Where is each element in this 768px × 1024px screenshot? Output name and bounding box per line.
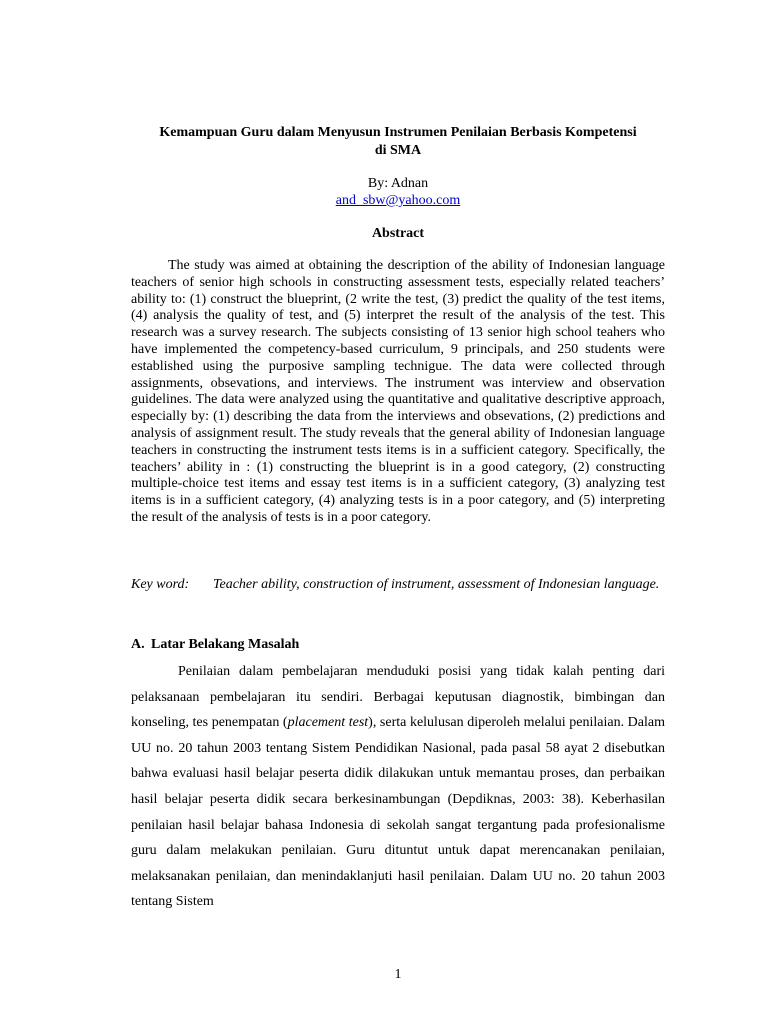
section-heading	[131, 636, 665, 653]
paragraph-text-end: ), serta kelulusan diperoleh melalui penilaian. Dalam UU no. 20 tahun 2003 tentang Sistem Pendidikan Nasional, pada pasal 58 ayat 2 disebutkan bahwa evaluasi hasil belajar peserta didik dilakukan untuk memantau proses, dan perbaikan hasil belajar peserta didik secara berkesinambungan (Depdiknas, 2003: 38). Keberhasilan penilaian hasil belajar bahasa Indonesia di sekolah sangat tergantung pada profesionalisme guru dalam melakukan penilaian. Guru dituntut untuk dapat merencanakan penilaian, melaksanakan penilaian, dan menindaklanjuti hasil penilaian. Dalam UU no. 20 tahun 2003 tentang Sistem	[131, 715, 665, 910]
paragraph-italic-term: placement test	[287, 715, 369, 731]
paragraph-text-start: Penilaian dalam pembelajaran menduduki posisi yang tidak kalah penting dari pelaksanaan pembelajaran itu sendiri. Berbagai keputusan diagnostik, bimbingan dan konseling, tes penempatan (	[131, 664, 665, 731]
paper-title-line-1: Kemampuan Guru dalam Menyusun Instrumen Penilaian Berbasis Kompetensi	[159, 125, 637, 140]
section-title: Latar Belakang Masalah	[151, 637, 300, 652]
author-byline: By: Adnan	[367, 176, 429, 191]
abstract-text: The study was aimed at obtaining the description of the ability of Indonesian language teachers of senior high schools in constructing assessment tests, especially related teachers’ ability to: (1) construct the blueprint, (2 write the test, (3) predict the quality of the test items, (4) analysis the quality of test, and (5) interpret the result of the analysis of the test. This research was a survey research. The subjects consisting of 13 senior high school teahers who have implemented the competency-based curriculum, 9 principals, and 250 students were established using the purposive sampling technigue. The data were collected through assignments, obsevations, and interviews. The instrument was interview and observation guidelines. The data were analyzed using the quantitative and qualitative descriptive approach, especially by: (1) describing the data from the interviews and obsevations, (2) predictions and analysis of assignment result. The study reveals that the general ability of Indonesian language teachers in constructing the instrument tests items is in a sufficient category. Specifically, the teachers’ ability in : (1) constructing the blueprint is in a good category, (2) constructing multiple-choice test items and essay test items is in a sufficient category, (3) analyzing test items is in a sufficient category, (4) analyzing tests is in a poor category, and (5) interpreting the result of the analysis of tests is in a poor category.	[131, 258, 665, 525]
keywords-label: Key word:	[131, 577, 190, 592]
section-paragraph	[131, 659, 665, 915]
paper-title-line-2: di SMA	[374, 143, 422, 158]
section-letter: A.	[131, 637, 145, 652]
page-number: 1	[394, 967, 402, 982]
author-email-link[interactable]: and_sbw@yahoo.com	[335, 193, 461, 208]
abstract-heading: Abstract	[371, 226, 425, 241]
paper-title	[131, 124, 665, 160]
keywords-text: Teacher ability, construction of instrument, assessment of Indonesian language.	[213, 577, 660, 592]
